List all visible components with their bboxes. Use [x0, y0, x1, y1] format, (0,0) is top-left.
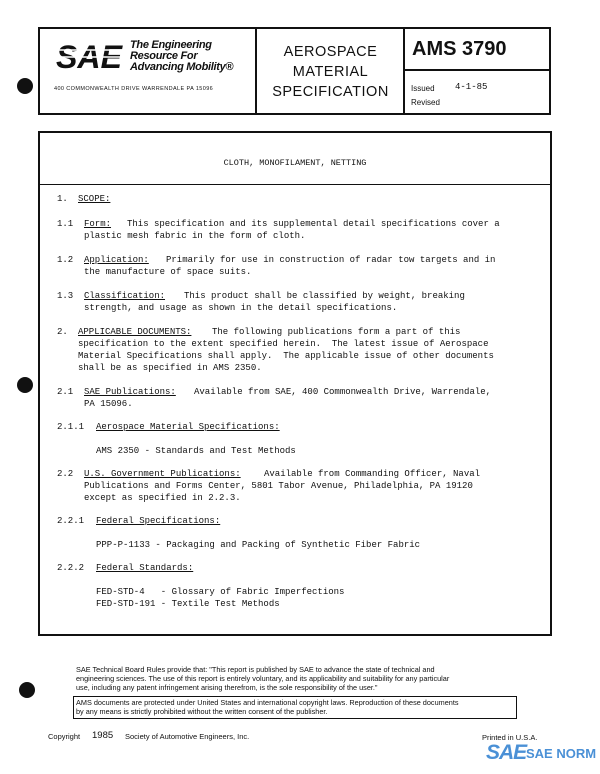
- watermark-logo: SAE: [486, 741, 527, 764]
- paragraph-line: This specification and its supplemental detail specifications cover a: [127, 219, 500, 229]
- section-number: 2.1: [57, 387, 74, 397]
- issued-date: 4-1-85: [455, 82, 488, 92]
- paragraph-line: PA 15096.: [84, 399, 133, 409]
- paragraph-line: Material Specifications shall apply. The applicable issue of other documents: [78, 351, 494, 361]
- document-number: AMS 3790: [412, 38, 507, 60]
- section-heading: SAE Publications:: [84, 387, 176, 397]
- section-number: 1.2: [57, 255, 74, 265]
- paragraph-line: Primarily for use in construction of radar tow targets and in: [166, 255, 496, 265]
- paragraph-line: Publications and Forms Center, 5801 Tabor Avenue, Philadelphia, PA 19120: [84, 481, 473, 491]
- document-type: AEROSPACE MATERIAL SPECIFICATION: [272, 44, 389, 100]
- section-number: 1.3: [57, 291, 74, 301]
- section-number: 1.: [57, 194, 68, 204]
- body-frame: [38, 131, 552, 636]
- paragraph-line: specification to the extent specified herein. The latest issue of Aerospace: [78, 339, 489, 349]
- sae-address: 400 COMMONWEALTH DRIVE WARRENDALE PA 15096: [54, 86, 214, 92]
- copyright-notice: AMS documents are protected under United States and international copyright laws. Reproduction of these documents by any means is strictly prohibited without the written consent of the publisher.: [76, 698, 459, 716]
- section-number: 2.2.1: [57, 516, 85, 526]
- issued-label: Issued: [411, 84, 435, 93]
- paragraph-line: the manufacture of space suits.: [84, 267, 252, 277]
- paragraph-line: The following publications form a part of this: [212, 327, 461, 337]
- section-heading: Federal Standards:: [96, 563, 194, 573]
- svg-text:SAE: SAE: [56, 39, 124, 74]
- section-heading: U.S. Government Publications:: [84, 469, 241, 479]
- section-heading: Classification:: [84, 291, 166, 301]
- printed-in: Printed in U.S.A.: [482, 733, 538, 742]
- sae-tagline: The Engineering Resource For Advancing Mobility®: [130, 39, 234, 73]
- sae-logo: [55, 38, 125, 74]
- watermark-text: SAE NORM: [526, 746, 597, 761]
- copyright-org: Society of Automotive Engineers, Inc.: [125, 732, 250, 741]
- section-heading: Application:: [84, 255, 149, 265]
- section-number: 2.2.2: [57, 563, 85, 573]
- paragraph-line: Available from Commanding Officer, Naval: [264, 469, 481, 479]
- paragraph-line: Available from SAE, 400 Commonwealth Drive, Warrendale,: [194, 387, 492, 397]
- section-number: 1.1: [57, 219, 74, 229]
- section-heading: Form:: [84, 219, 112, 229]
- punch-hole-top: [17, 78, 33, 94]
- reference-item: FED-STD-4 - Glossary of Fabric Imperfections: [96, 587, 345, 597]
- copyright-year: 1985: [92, 730, 114, 741]
- copyright-label: Copyright: [48, 732, 81, 741]
- paragraph-line: except as specified in 2.2.3.: [84, 493, 241, 503]
- section-heading: SCOPE:: [78, 194, 111, 204]
- punch-hole-middle: [17, 377, 33, 393]
- section-heading: Federal Specifications:: [96, 516, 221, 526]
- section-heading: Aerospace Material Specifications:: [96, 422, 280, 432]
- technical-board-rules: SAE Technical Board Rules provide that: "This report is published by SAE to advance the state of technical and engineering sciences. The use of this report is entirely voluntary, and its applicability and suitability for any particular use, including any patent infringement arising therefrom, is the sole responsibility of the user.": [76, 665, 450, 692]
- title-separator: [38, 184, 552, 185]
- punch-hole-bottom: [19, 682, 35, 698]
- document-title: CLOTH, MONOFILAMENT, NETTING: [223, 158, 367, 168]
- header-divider: [255, 27, 257, 115]
- paragraph-line: This product shall be classified by weight, breaking: [184, 291, 465, 301]
- section-heading: APPLICABLE DOCUMENTS:: [78, 327, 192, 337]
- paragraph-line: plastic mesh fabric in the form of cloth.: [84, 231, 306, 241]
- paragraph-line: strength, and usage as shown in the detail specifications.: [84, 303, 398, 313]
- reference-item: PPP-P-1133 - Packaging and Packing of Synthetic Fiber Fabric: [96, 540, 421, 550]
- reference-item: AMS 2350 - Standards and Test Methods: [96, 446, 296, 456]
- paragraph-line: shall be as specified in AMS 2350.: [78, 363, 262, 373]
- reference-item: FED-STD-191 - Textile Test Methods: [96, 599, 280, 609]
- section-number: 2.2: [57, 469, 74, 479]
- section-number: 2.1.1: [57, 422, 85, 432]
- section-number: 2.: [57, 327, 68, 337]
- header-divider: [403, 69, 551, 71]
- revised-label: Revised: [411, 98, 440, 107]
- header-divider: [403, 27, 405, 115]
